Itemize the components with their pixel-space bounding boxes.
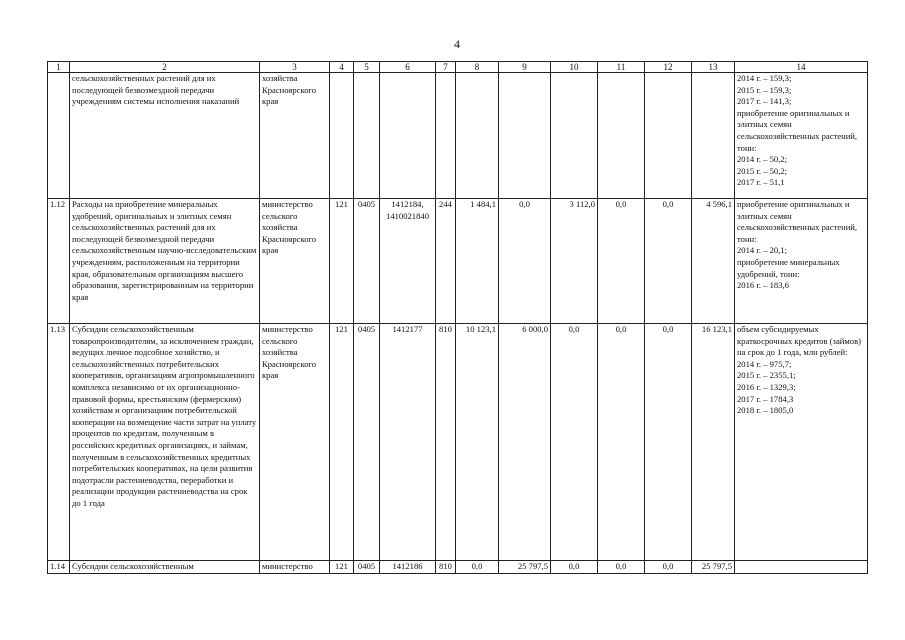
cell-value: 10 123,1: [456, 324, 499, 561]
col-header: 12: [645, 62, 692, 73]
budget-table: [47, 61, 868, 574]
cell-rzpr: 0405: [354, 324, 380, 561]
cell-total: 4 596,1: [692, 199, 735, 324]
measure-name: Субсидии сельскохозяйственным товаропроизводителям, за исключением граждан, ведущих личное подсобное хозяйство, и сельскохозяйственных потребительских кооперативов, организациям агропромышленного комплекса независимо от их организационно-правовой формы, крестьянским (фермерским) хозяйствам и организациям потребительской кооперации на возмещение части затрат на уплату процентов по кредитам, полученным в российских кредитных организациях, и займам, полученным в сельскохозяйственных кредитных потребительских кооперативах, на цели развития подотрасли растениеводства, переработки и реализации продукции растениеводства на срок до 1 года: [70, 324, 260, 561]
cell-value: [645, 73, 692, 199]
cell-value: 0,0: [499, 199, 551, 324]
expected-result: [735, 561, 868, 574]
agency: министерство: [260, 561, 330, 574]
row-number: [48, 73, 70, 199]
measure-name: Субсидии сельскохозяйственным: [70, 561, 260, 574]
cell-value: [598, 73, 645, 199]
cell-value: 25 797,5: [499, 561, 551, 574]
col-header: 11: [598, 62, 645, 73]
cell-value: 1 484,1: [456, 199, 499, 324]
cell-value: 0,0: [598, 324, 645, 561]
cell-vr: 244: [436, 199, 456, 324]
cell-value: 0,0: [456, 561, 499, 574]
cell-csr: [380, 73, 436, 199]
measure-name: сельскохозяйственных растений для их последующей безвозмездной передачи учреждениям системы исполнения наказаний: [70, 73, 260, 199]
cell-total: 16 123,1: [692, 324, 735, 561]
cell-csr: 1412177: [380, 324, 436, 561]
agency: министерство сельского хозяйства Красноярского края: [260, 324, 330, 561]
cell-value: [456, 73, 499, 199]
agency: министерство сельского хозяйства Красноярского края: [260, 199, 330, 324]
cell-value: 0,0: [598, 561, 645, 574]
cell-value: 6 000,0: [499, 324, 551, 561]
cell-csr: 1412184, 1410021840: [380, 199, 436, 324]
expected-result: 2014 г. – 159,3; 2015 г. – 159,3; 2017 г. – 141,3; приобретение оригинальных и элитных семян сельскохозяйственных растений, тонн: 2014 г. – 50,2; 2015 г. – 50,2; 2017 г. – 51,1: [735, 73, 868, 199]
cell-rzpr: 0405: [354, 199, 380, 324]
cell-total: [692, 73, 735, 199]
cell-value: 0,0: [551, 324, 598, 561]
cell-value: 3 112,0: [551, 199, 598, 324]
cell-value: 0,0: [645, 561, 692, 574]
col-header: 9: [499, 62, 551, 73]
col-header: 7: [436, 62, 456, 73]
cell-value: 0,0: [598, 199, 645, 324]
page-number: 4: [454, 37, 460, 51]
cell-grbs: 121: [330, 199, 354, 324]
cell-value: [499, 73, 551, 199]
col-header: 13: [692, 62, 735, 73]
column-header-row: [48, 62, 868, 73]
cell-value: 0,0: [551, 561, 598, 574]
cell-vr: [436, 73, 456, 199]
col-header: 1: [48, 62, 70, 73]
row-number: 1.14: [48, 561, 70, 574]
col-header: 8: [456, 62, 499, 73]
row-number: 1.12: [48, 199, 70, 324]
cell-value: 0,0: [645, 324, 692, 561]
cell-grbs: [330, 73, 354, 199]
table-row: [48, 73, 868, 199]
cell-value: 0,0: [645, 199, 692, 324]
col-header: 14: [735, 62, 868, 73]
agency: хозяйства Красноярского края: [260, 73, 330, 199]
table-row: [48, 324, 868, 561]
expected-result: объем субсидируемых краткосрочных кредитов (займов) на срок до 1 года, млн рублей: 2014 г. – 975,7; 2015 г. – 2355,1; 2016 г. – 1329,3; 2017 г. – 1784,3 2018 г. – 1805,0: [735, 324, 868, 561]
expected-result: приобретение оригинальных и элитных семян сельскохозяйственных растений, тонн: 2014 г. – 20,1; приобретение минеральных удобрений, тонн: 2016 г. – 183,6: [735, 199, 868, 324]
table-row: [48, 199, 868, 324]
cell-grbs: 121: [330, 561, 354, 574]
col-header: 10: [551, 62, 598, 73]
row-number: 1.13: [48, 324, 70, 561]
cell-value: [551, 73, 598, 199]
cell-vr: 810: [436, 561, 456, 574]
cell-total: 25 797,5: [692, 561, 735, 574]
cell-rzpr: [354, 73, 380, 199]
cell-vr: 810: [436, 324, 456, 561]
col-header: 5: [354, 62, 380, 73]
col-header: 2: [70, 62, 260, 73]
cell-grbs: 121: [330, 324, 354, 561]
table-row: [48, 561, 868, 574]
col-header: 6: [380, 62, 436, 73]
col-header: 3: [260, 62, 330, 73]
cell-rzpr: 0405: [354, 561, 380, 574]
col-header: 4: [330, 62, 354, 73]
cell-csr: 1412186: [380, 561, 436, 574]
measure-name: Расходы на приобретение минеральных удобрений, оригинальных и элитных семян сельскохозяйственных растений для их последующей безвозмездной передачи сельскохозяйственным научно-исследовательским учреждениям, расположенным на территории края, образовательным организациям высшего образования, зарегистрированным на территории края: [70, 199, 260, 324]
